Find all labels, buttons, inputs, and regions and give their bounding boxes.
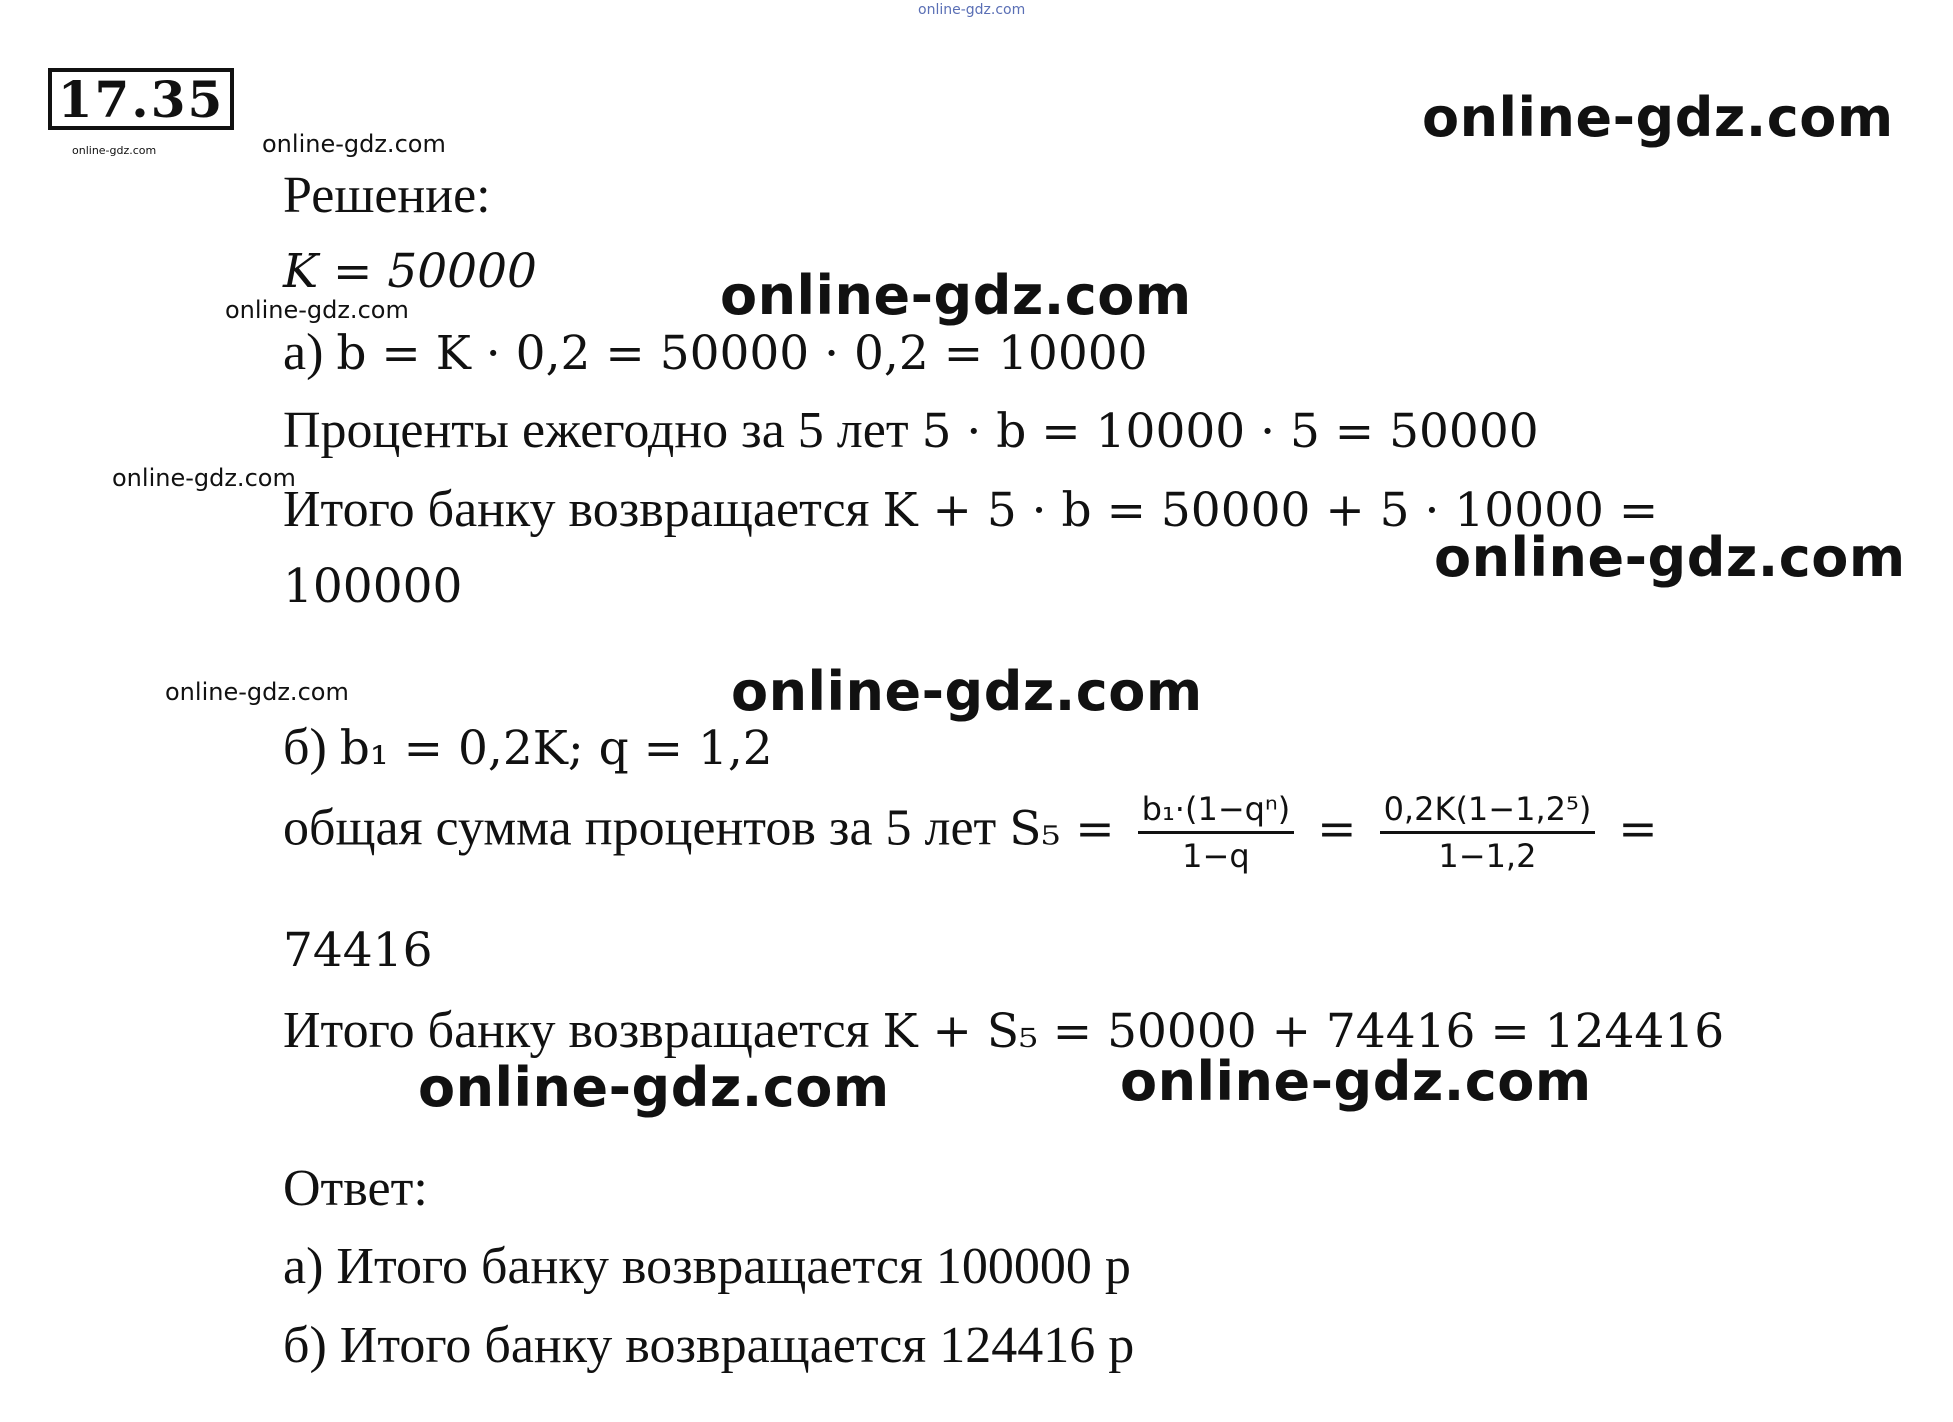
total-a-equation: K + 5 · b = 50000 + 5 · 10000 =: [882, 483, 1659, 538]
watermark: online-gdz.com: [262, 130, 446, 158]
watermark: online-gdz.com: [1434, 526, 1906, 589]
sum-formula-line: общая сумма процентов за 5 лет S₅ = $\frac{\text{b₁·(1−qⁿ)}}{1-q}$ = $\frac{\text{0,2K(1−1,2⁵)}}{1-1,2}$ =: [283, 790, 1658, 875]
fraction-denominator: 1−q: [1182, 837, 1250, 875]
watermark: online-gdz.com: [165, 678, 349, 706]
sum-text: общая сумма процентов за 5 лет: [283, 799, 997, 857]
problem-number-badge: 17.35: [48, 68, 234, 130]
sum-lhs: S₅ =: [1009, 801, 1115, 857]
part-b-given-line: [283, 719, 773, 776]
sum-result: 74416: [283, 923, 433, 978]
part-a-label: а): [283, 324, 324, 381]
total-a-text: Итого банку возвращается: [283, 481, 870, 538]
watermark: online-gdz.com: [418, 1056, 890, 1119]
sum-formula-fraction: [1138, 790, 1295, 875]
part-a-equation: b = K · 0,2 = 50000 · 0,2 = 10000: [336, 326, 1148, 381]
total-a-result: 100000: [283, 559, 463, 614]
fraction-denominator: 1−1,2: [1438, 837, 1537, 875]
interest-line: [283, 402, 1539, 459]
sum-value-fraction: [1380, 790, 1596, 875]
total-b-text: Итого банку возвращается: [283, 1002, 870, 1059]
solution-heading: Решение:: [283, 167, 491, 224]
watermark: online-gdz.com: [720, 264, 1192, 327]
fraction-numerator: b₁·(1−qⁿ): [1138, 793, 1295, 834]
watermark: online-gdz.com: [1120, 1050, 1592, 1113]
answer-heading: Ответ:: [283, 1160, 428, 1217]
watermark: online-gdz.com: [72, 144, 157, 157]
given-capital: K = 50000: [283, 244, 537, 299]
total-a-line: [283, 481, 1659, 538]
part-b-given: b₁ = 0,2K; q = 1,2: [339, 721, 773, 776]
part-a-equation-line: [283, 324, 1148, 381]
watermark: online-gdz.com: [112, 464, 296, 492]
fraction-numerator: 0,2K(1−1,2⁵): [1380, 793, 1596, 834]
interest-equation: 5 · b = 10000 · 5 = 50000: [921, 404, 1539, 459]
answer-b: б) Итого банку возвращается 124416 р: [283, 1317, 1135, 1374]
part-b-label: б): [283, 719, 327, 776]
watermark: online-gdz.com: [225, 296, 409, 324]
answer-a: а) Итого банку возвращается 100000 р: [283, 1238, 1131, 1295]
watermark: online-gdz.com: [731, 660, 1203, 723]
total-b-equation: K + S₅ = 50000 + 74416 = 124416: [882, 1004, 1725, 1059]
interest-text: Проценты ежегодно за 5 лет: [283, 402, 909, 459]
watermark: online-gdz.com: [918, 2, 1026, 18]
total-b-line: [283, 1002, 1725, 1059]
watermark: online-gdz.com: [1422, 86, 1894, 149]
